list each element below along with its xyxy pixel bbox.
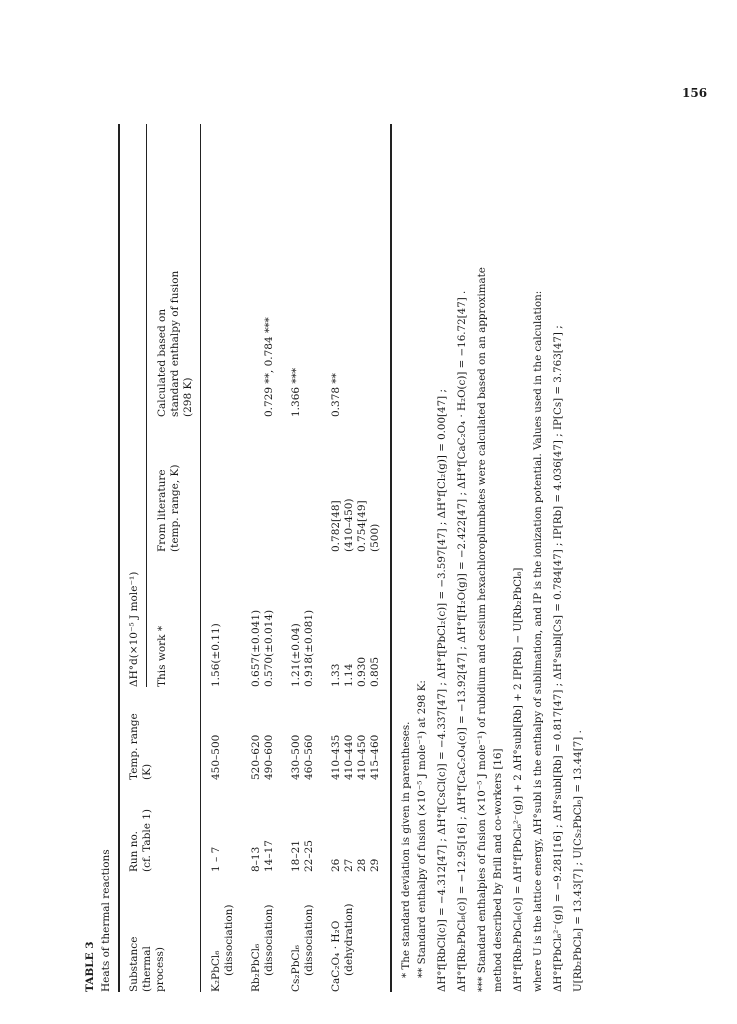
header-this-work: This work * <box>156 625 168 687</box>
run-cell: 18–21 22–25 <box>290 840 315 872</box>
header-calculated: Calculated based on standard enthalpy of fusion (298 K) <box>156 270 194 417</box>
footnote-equation: ΔH°f[Rb₂PbCl₆(c)] = −12.95[16] ; ΔH°f[CaC₂O₄(c)] = −13.92[47] ; ΔH°f[H₂O(g)] = −2.422[47] ; ΔH°f[CaC₂O₄ · H₂O(c)] = −16.72[47] . <box>456 290 468 992</box>
footnote: method described by Brill and co-workers [16] <box>492 748 504 992</box>
calculated-cell: 1.366 *** <box>290 367 302 417</box>
this-work-cell: 0.657(±0.041) 0.570(±0.014) <box>250 609 275 687</box>
header-temp-range: Temp. range (K) <box>128 713 153 780</box>
calculated-cell: 0.729 **, 0.784 *** <box>263 317 275 417</box>
header-bottom-rule <box>200 124 201 992</box>
table-title: Heats of thermal reactions <box>100 849 112 992</box>
table-row <box>290 904 316 992</box>
this-work-cell: 1.56(±0.11) <box>210 623 222 687</box>
footnote-equation: ΔH°f[PbCl₆²⁻(g)] = −9.281[16] ; ΔH°subl[Rb] = 0.817[47] ; ΔH°subl[Cs] = 0.784[47] ; IP[Rb] = 4.036[47] ; IP[Cs] = 3.763[47] ; <box>552 325 564 992</box>
substance-name: Cs₂PbCl₆ <box>290 944 302 992</box>
header-run-no: Run no. (cf. Table 1) <box>128 808 153 872</box>
run-cell: 26 27 28 29 <box>330 858 381 872</box>
substance-process: (dissociation) <box>223 904 235 976</box>
run-cell: 1 – 7 <box>210 846 222 872</box>
footnote-equation: U[Rb₂PbCl₆] = 13.43[7] ; U[Cs₂PbCl₆] = 13.44[7] . <box>572 730 584 992</box>
substance-process: (dissociation) <box>303 904 315 976</box>
footnote: * The standard deviation is given in parentheses. <box>400 721 412 978</box>
temp-cell: 520–620 490–600 <box>250 734 275 780</box>
table-row <box>250 904 276 992</box>
calculated-cell: 0.378 ** <box>330 373 342 417</box>
rotated-table-block <box>84 112 704 992</box>
footnote-equation: ΔH°f[Rb₂PbCl₆(c)] = ΔH°f[PbCl₆²⁻(g)] + 2 ΔH°subl[Rb] + 2 IP[Rb] − U[Rb₂PbCl₆] <box>512 567 524 992</box>
header-substance: Substance (thermal process) <box>128 936 166 992</box>
table-row <box>210 904 236 992</box>
page-number: 156 <box>682 86 708 100</box>
this-work-cell: 1.33 1.14 0.930 0.805 <box>330 656 381 687</box>
run-cell: 8–13 14–17 <box>250 840 275 872</box>
table-top-rule <box>118 124 120 992</box>
footnote: *** Standard enthalpies of fusion (×10⁻⁵ J mole⁻¹) of rubidium and cesium hexachloroplumbates were calculated based on an approximate <box>476 267 488 992</box>
header-group-rule <box>146 124 147 687</box>
substance-name: Rb₂PbCl₆ <box>250 943 262 992</box>
table-bottom-rule <box>390 124 392 992</box>
table-row <box>330 904 356 993</box>
temp-cell: 410–435 410–440 410–450 415–460 <box>330 734 381 780</box>
header-dh-group: ΔH°d(×10⁻⁵ J mole⁻¹) <box>128 571 140 687</box>
substance-process: (dissociation) <box>263 904 275 976</box>
header-literature: From literature (temp. range, K) <box>156 464 181 552</box>
substance-name: CaC₂O₄ · H₂O <box>330 920 342 992</box>
substance-name: K₂PbCl₆ <box>210 950 222 992</box>
temp-cell: 430–500 460–560 <box>290 734 315 780</box>
footnote: where U is the lattice energy, ΔH°subl is the enthalpy of sublimation, and IP is the ionization potential. Values used in the calculation: <box>532 290 544 992</box>
literature-cell: 0.782[48] (410–450) 0.754[49] (500) <box>330 498 381 552</box>
table-label: TABLE 3 <box>84 941 96 992</box>
temp-cell: 450–500 <box>210 734 222 780</box>
footnote: ** Standard enthalpy of fusion (×10⁻⁵ J mole⁻¹) at 298 K: <box>416 680 428 978</box>
footnote-equation: ΔH°f[RbCl(c)] = −4.312[47] ; ΔH°f[CsCl(c)] = −4.337[47] ; ΔH°f[PbCl₂(c)] = −3.597[47] ; ΔH°f[Cl₂(g)] = 0.00[47] ; <box>436 389 448 992</box>
substance-process: (dehydration) <box>343 903 355 976</box>
this-work-cell: 1.21(±0.04) 0.918(±0.081) <box>290 609 315 687</box>
